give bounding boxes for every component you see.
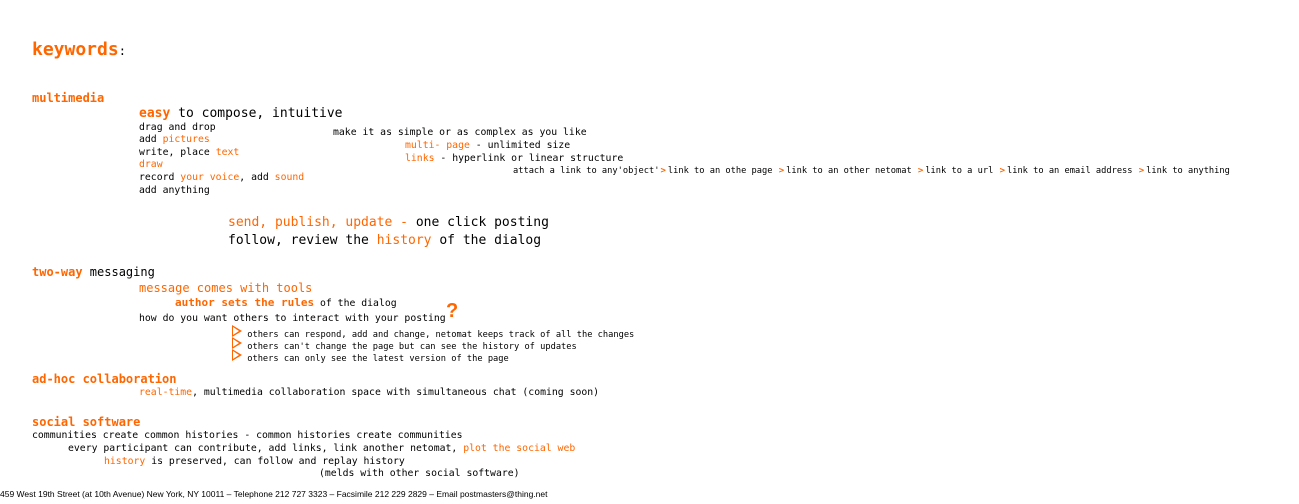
question-line: [139, 313, 446, 325]
one-click-label: one click posting: [415, 215, 549, 230]
multimedia-title: multimedia: [32, 91, 105, 105]
easy-line: [139, 106, 343, 122]
link-item: link to an email address: [1006, 166, 1133, 176]
sound-label: sound: [274, 172, 305, 183]
easy-label: easy: [139, 106, 171, 121]
question-label: how do you want others to interact with your posting: [139, 313, 446, 324]
send-line: [228, 215, 549, 231]
realtime-label: real-time: [139, 387, 193, 398]
realtime-line: [139, 387, 599, 399]
plot-label: plot the social web: [463, 443, 576, 454]
text-line: [139, 147, 239, 159]
multipage-line: [405, 140, 570, 152]
send-label: send, publish, update -: [228, 215, 416, 230]
follow-post: of the dialog: [431, 233, 542, 248]
pictures-line: [139, 134, 210, 146]
social-line-4: (melds with other social software): [319, 468, 520, 479]
arrow-icon: >: [660, 166, 666, 176]
option-label: others can't change the page but can see the history of updates: [247, 342, 577, 352]
triangle-icon: [232, 349, 242, 361]
arrow-icon: >: [917, 166, 924, 176]
voice-line: [139, 172, 304, 184]
keywords-title: keywords: [32, 39, 119, 60]
arrow-icon: >: [1138, 166, 1145, 176]
social-line-3-rest: is preserved, can follow and replay history: [145, 456, 405, 467]
drag-line: drag and drop: [139, 122, 216, 133]
page-heading: [32, 39, 126, 62]
hyperlink-label: - hyperlink or linear structure: [434, 153, 624, 164]
add-anything-line: add anything: [139, 185, 210, 196]
follow-pre: follow, review the: [228, 233, 377, 248]
tools-line: message comes with tools: [139, 281, 313, 295]
multipage-label: multi- page: [405, 140, 470, 151]
option-label: others can respond, add and change, netomat keeps track of all the changes: [247, 330, 635, 340]
attach-label: attach a link to any'object': [513, 166, 660, 176]
social-history-label: history: [104, 456, 146, 467]
author-rest: of the dialog: [314, 298, 397, 309]
pictures-label: pictures: [162, 134, 210, 145]
social-line-3: [104, 456, 405, 468]
twoway-rest: messaging: [82, 265, 155, 279]
arrow-icon: >: [778, 166, 785, 176]
link-item: link to anything: [1146, 166, 1230, 176]
arrow-icon: >: [999, 166, 1005, 176]
social-line-2-pre: every participant can contribute, add links, link another netomat,: [68, 443, 464, 454]
links-label: links: [405, 153, 435, 164]
option-label: others can only see the latest version of the page: [247, 354, 509, 364]
author-label: author sets the rules: [175, 296, 315, 309]
triangle-icon: [232, 337, 242, 349]
text-label: text: [215, 147, 240, 158]
unlimited-label: - unlimited size: [469, 140, 571, 151]
twoway-bold: two-way: [32, 265, 83, 279]
link-item: link to an other netomat: [786, 166, 917, 176]
easy-rest: to compose, intuitive: [170, 106, 343, 121]
your-voice-label: your voice: [180, 172, 240, 183]
question-mark-icon: ?: [446, 300, 459, 322]
realtime-rest: , multimedia collaboration space with simultaneous chat (coming soon): [192, 387, 600, 398]
footer-address: 459 West 19th Street (at 10th Avenue) New York, NY 10011 – Telephone 212 727 3323 – Facsimile 212 229 2829 – Email postmasters@thing.net: [0, 489, 548, 499]
follow-line: [228, 233, 541, 249]
triangle-icon: [232, 325, 242, 337]
add-pre: add: [139, 134, 163, 145]
social-line-2: [68, 443, 575, 455]
simple-line: make it as simple or as complex as you like: [333, 127, 587, 138]
author-line: [175, 297, 397, 310]
record-pre: record: [139, 172, 181, 183]
link-item: link to a url: [925, 166, 994, 176]
twoway-title: [32, 265, 155, 279]
add-mid: , add: [239, 172, 275, 183]
link-item: link to an othe page: [667, 166, 773, 176]
adhoc-title: ad-hoc collaboration: [32, 372, 177, 386]
social-title: social software: [32, 415, 141, 429]
attach-line: [513, 166, 1230, 177]
links-line: [405, 153, 623, 165]
draw-line: draw: [139, 159, 163, 170]
heading-colon: :: [118, 44, 126, 58]
option-row: [232, 349, 509, 365]
social-line-1: communities create common histories - common histories create communities: [32, 430, 463, 441]
history-label: history: [376, 233, 432, 248]
write-pre: write, place: [139, 147, 216, 158]
